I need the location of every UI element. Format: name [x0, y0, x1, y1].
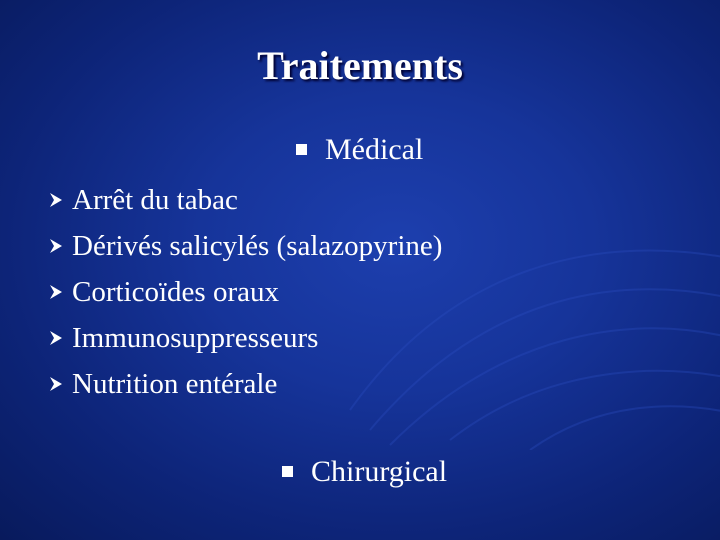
square-bullet-icon [282, 466, 293, 477]
arrow-bullet-icon [48, 376, 64, 392]
arrow-bullet-icon [48, 238, 64, 254]
arrow-bullet-icon [48, 192, 64, 208]
list-item-text: Nutrition entérale [72, 368, 278, 400]
list-item-text: Dérivés salicylés (salazopyrine) [72, 230, 443, 262]
section-heading-label: Chirurgical [311, 455, 448, 488]
treatment-bullet-list [48, 180, 442, 410]
slide-title: Traitements [257, 43, 463, 88]
arrow-bullet-icon [48, 330, 64, 346]
list-item [48, 318, 442, 364]
section-heading-medical [296, 133, 423, 167]
section-heading-chirurgical [282, 455, 447, 489]
arrow-bullet-icon [48, 284, 64, 300]
list-item [48, 226, 442, 272]
list-item [48, 364, 442, 410]
square-bullet-icon [296, 144, 307, 155]
section-heading-label: Médical [325, 133, 424, 166]
list-item-text: Corticoïdes oraux [72, 276, 279, 308]
list-item-text: Arrêt du tabac [72, 184, 238, 216]
list-item [48, 272, 442, 318]
list-item-text: Immunosuppresseurs [72, 322, 319, 354]
list-item [48, 180, 442, 226]
